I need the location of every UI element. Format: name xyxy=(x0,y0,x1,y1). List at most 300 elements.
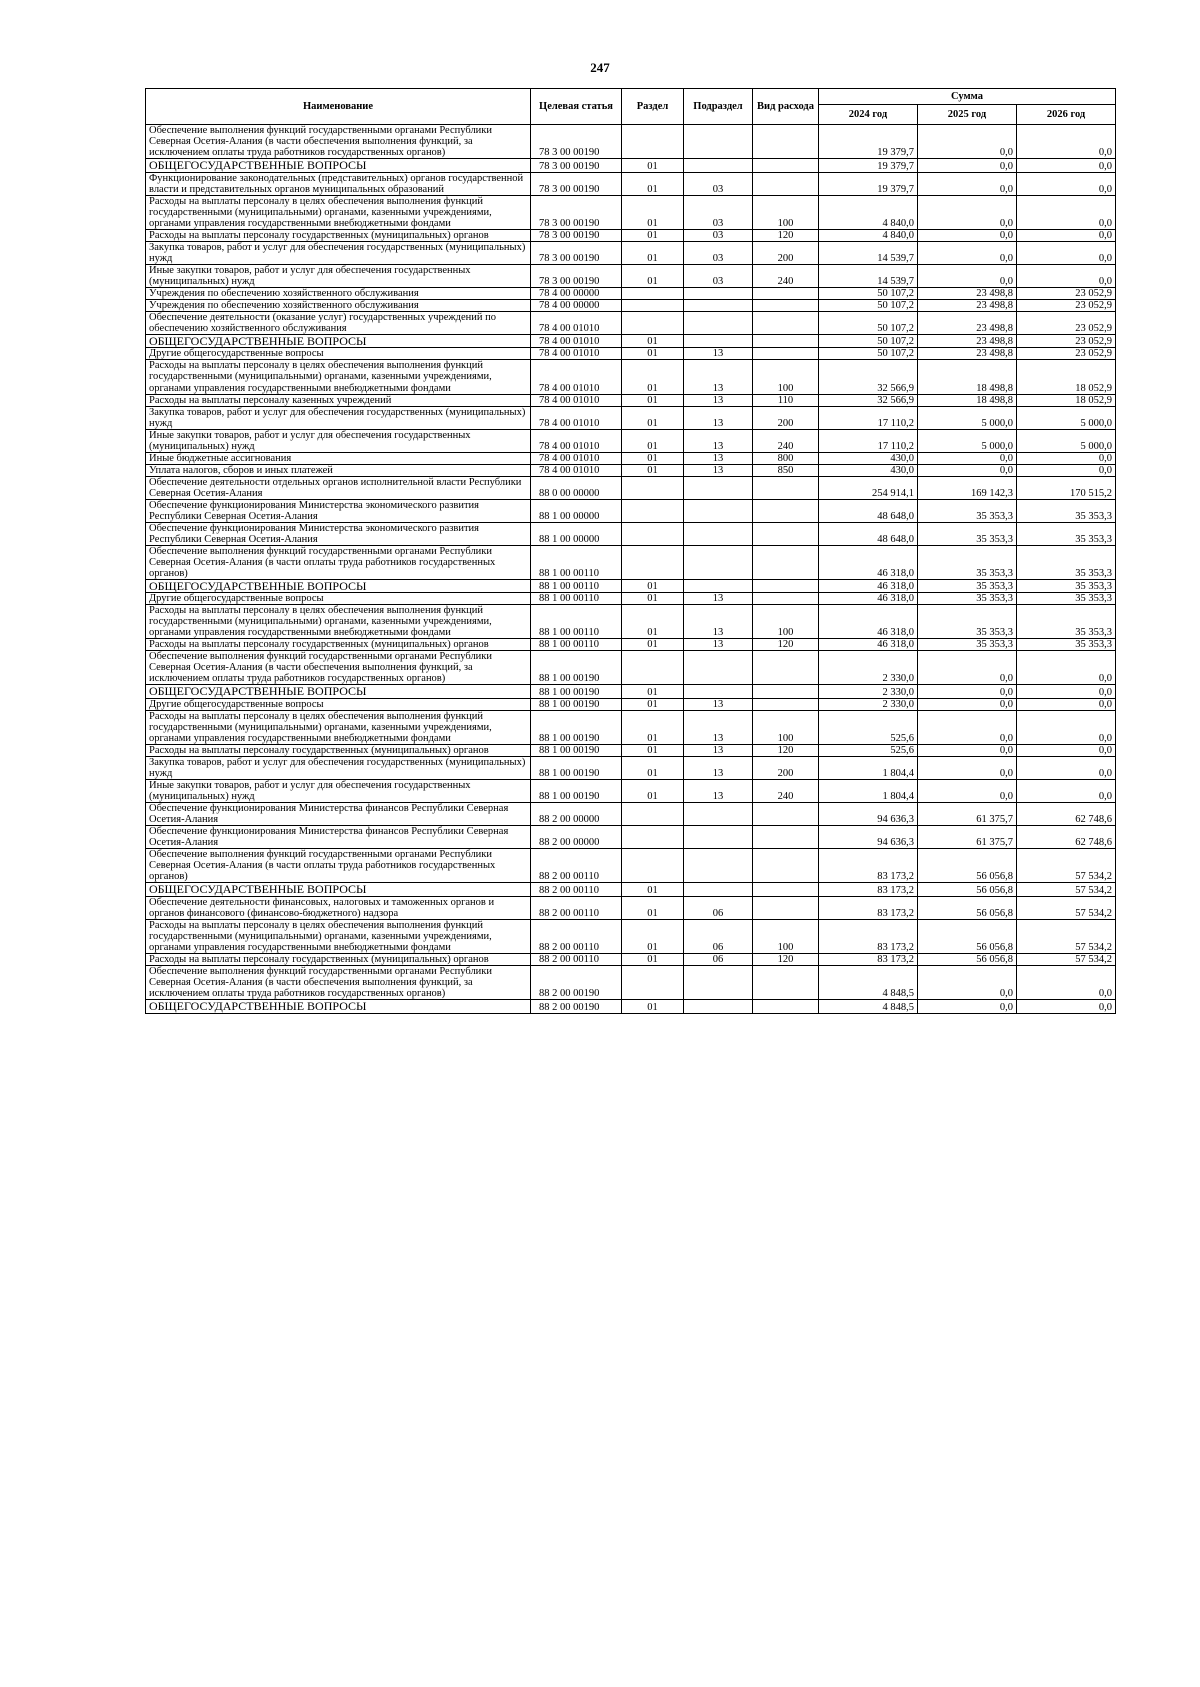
header-sum: Сумма xyxy=(819,89,1116,105)
row-amount-2026: 57 534,2 xyxy=(1017,896,1116,919)
row-amount-2025: 0,0 xyxy=(918,159,1017,173)
row-name: Расходы на выплаты персоналу казенных учреждений xyxy=(146,394,531,406)
row-amount-2025: 23 498,8 xyxy=(918,348,1017,360)
row-subsection xyxy=(684,125,753,159)
row-target-article: 88 1 00 00190 xyxy=(531,711,622,745)
row-subsection: 03 xyxy=(684,241,753,264)
row-target-article: 78 3 00 00190 xyxy=(531,172,622,195)
row-amount-2024: 2 330,0 xyxy=(819,685,918,699)
row-subsection: 13 xyxy=(684,745,753,757)
row-subsection: 13 xyxy=(684,360,753,394)
row-target-article: 88 1 00 00190 xyxy=(531,699,622,711)
row-subsection xyxy=(684,966,753,1000)
page-number: 247 xyxy=(590,60,610,75)
row-amount-2026: 0,0 xyxy=(1017,757,1116,780)
row-amount-2024: 4 840,0 xyxy=(819,229,918,241)
row-amount-2025: 0,0 xyxy=(918,172,1017,195)
row-amount-2025: 61 375,7 xyxy=(918,803,1017,826)
table-row xyxy=(146,195,1116,229)
row-expense-type: 800 xyxy=(753,452,819,464)
row-target-article: 78 3 00 00190 xyxy=(531,125,622,159)
row-target-article: 88 1 00 00000 xyxy=(531,499,622,522)
row-amount-2024: 525,6 xyxy=(819,745,918,757)
row-amount-2024: 50 107,2 xyxy=(819,299,918,311)
row-section: 01 xyxy=(622,579,684,593)
row-expense-type: 850 xyxy=(753,464,819,476)
row-name: Расходы на выплаты персоналу в целях обеспечения выполнения функций государственными (муниципальными) органами, казенными учреждениями, органами управления государственными внебюджетными фондами xyxy=(146,360,531,394)
row-name: Иные закупки товаров, работ и услуг для обеспечения государственных (муниципальных) нужд xyxy=(146,429,531,452)
row-target-article: 88 1 00 00190 xyxy=(531,780,622,803)
row-subsection xyxy=(684,545,753,579)
row-name: ОБЩЕГОСУДАРСТВЕННЫЕ ВОПРОСЫ xyxy=(146,159,531,173)
row-amount-2026: 23 052,9 xyxy=(1017,287,1116,299)
table-row xyxy=(146,966,1116,1000)
row-name: Закупка товаров, работ и услуг для обеспечения государственных (муниципальных) нужд xyxy=(146,406,531,429)
row-expense-type xyxy=(753,334,819,348)
row-amount-2024: 46 318,0 xyxy=(819,639,918,651)
row-amount-2026: 5 000,0 xyxy=(1017,429,1116,452)
row-target-article: 78 4 00 01010 xyxy=(531,452,622,464)
row-amount-2026: 23 052,9 xyxy=(1017,299,1116,311)
row-name: Учреждения по обеспечению хозяйственного обслуживания xyxy=(146,299,531,311)
row-target-article: 78 4 00 01010 xyxy=(531,334,622,348)
row-expense-type: 100 xyxy=(753,195,819,229)
row-amount-2025: 0,0 xyxy=(918,745,1017,757)
row-amount-2024: 83 173,2 xyxy=(819,919,918,953)
row-amount-2025: 35 353,3 xyxy=(918,579,1017,593)
row-name: Иные закупки товаров, работ и услуг для обеспечения государственных (муниципальных) нужд xyxy=(146,780,531,803)
row-expense-type xyxy=(753,579,819,593)
row-name: Обеспечение функционирования Министерства экономического развития Республики Северная Осетия-Алания xyxy=(146,499,531,522)
row-subsection: 13 xyxy=(684,593,753,605)
row-name: ОБЩЕГОСУДАРСТВЕННЫЕ ВОПРОСЫ xyxy=(146,883,531,897)
row-amount-2024: 4 848,5 xyxy=(819,966,918,1000)
table-row xyxy=(146,476,1116,499)
row-expense-type xyxy=(753,826,819,849)
row-amount-2025: 5 000,0 xyxy=(918,429,1017,452)
row-amount-2026: 18 052,9 xyxy=(1017,360,1116,394)
row-target-article: 88 2 00 00110 xyxy=(531,954,622,966)
row-expense-type xyxy=(753,522,819,545)
row-amount-2025: 35 353,3 xyxy=(918,605,1017,639)
row-subsection xyxy=(684,1000,753,1014)
row-target-article: 78 4 00 01010 xyxy=(531,311,622,334)
row-section: 01 xyxy=(622,896,684,919)
table-row xyxy=(146,159,1116,173)
row-section: 01 xyxy=(622,406,684,429)
row-section xyxy=(622,311,684,334)
row-name: Обеспечение выполнения функций государственными органами Республики Северная Осетия-Алания (в части оплаты труда работников государственных органов) xyxy=(146,545,531,579)
table-row xyxy=(146,757,1116,780)
row-amount-2025: 35 353,3 xyxy=(918,522,1017,545)
row-name: Другие общегосударственные вопросы xyxy=(146,593,531,605)
row-amount-2024: 83 173,2 xyxy=(819,954,918,966)
row-target-article: 88 1 00 00110 xyxy=(531,593,622,605)
row-subsection: 13 xyxy=(684,429,753,452)
row-name: Расходы на выплаты персоналу в целях обеспечения выполнения функций государственными (муниципальными) органами, казенными учреждениями, органами управления государственными внебюджетными фондами xyxy=(146,605,531,639)
row-section: 01 xyxy=(622,757,684,780)
row-section xyxy=(622,849,684,883)
row-amount-2025: 61 375,7 xyxy=(918,826,1017,849)
row-amount-2026: 0,0 xyxy=(1017,745,1116,757)
row-amount-2024: 83 173,2 xyxy=(819,883,918,897)
row-section xyxy=(622,803,684,826)
row-amount-2024: 430,0 xyxy=(819,452,918,464)
row-name: Обеспечение деятельности финансовых, налоговых и таможенных органов и органов финансового (финансово-бюджетного) надзора xyxy=(146,896,531,919)
row-target-article: 88 1 00 00110 xyxy=(531,579,622,593)
row-target-article: 78 3 00 00190 xyxy=(531,229,622,241)
row-expense-type xyxy=(753,883,819,897)
row-amount-2026: 170 515,2 xyxy=(1017,476,1116,499)
row-section: 01 xyxy=(622,711,684,745)
row-amount-2026: 0,0 xyxy=(1017,159,1116,173)
row-amount-2024: 94 636,3 xyxy=(819,803,918,826)
table-row xyxy=(146,545,1116,579)
table-row xyxy=(146,699,1116,711)
table-header xyxy=(146,89,1116,125)
table-row xyxy=(146,499,1116,522)
row-amount-2025: 0,0 xyxy=(918,229,1017,241)
row-subsection: 13 xyxy=(684,348,753,360)
table-row xyxy=(146,711,1116,745)
row-amount-2025: 0,0 xyxy=(918,711,1017,745)
row-amount-2024: 17 110,2 xyxy=(819,406,918,429)
row-target-article: 78 3 00 00190 xyxy=(531,241,622,264)
header-year-2026: 2026 год xyxy=(1017,105,1116,125)
row-section: 01 xyxy=(622,699,684,711)
row-amount-2024: 1 804,4 xyxy=(819,757,918,780)
row-amount-2026: 0,0 xyxy=(1017,966,1116,1000)
table-row xyxy=(146,464,1116,476)
header-name: Наименование xyxy=(146,89,531,125)
row-amount-2024: 14 539,7 xyxy=(819,264,918,287)
row-name: ОБЩЕГОСУДАРСТВЕННЫЕ ВОПРОСЫ xyxy=(146,1000,531,1014)
row-subsection: 13 xyxy=(684,639,753,651)
row-section xyxy=(622,287,684,299)
row-target-article: 78 4 00 01010 xyxy=(531,464,622,476)
row-amount-2024: 48 648,0 xyxy=(819,499,918,522)
row-amount-2024: 2 330,0 xyxy=(819,699,918,711)
row-expense-type xyxy=(753,1000,819,1014)
row-expense-type xyxy=(753,966,819,1000)
row-section xyxy=(622,299,684,311)
row-amount-2026: 0,0 xyxy=(1017,685,1116,699)
row-amount-2024: 19 379,7 xyxy=(819,172,918,195)
row-amount-2024: 83 173,2 xyxy=(819,849,918,883)
row-name: Другие общегосударственные вопросы xyxy=(146,348,531,360)
row-expense-type: 100 xyxy=(753,360,819,394)
row-subsection xyxy=(684,579,753,593)
row-amount-2026: 57 534,2 xyxy=(1017,919,1116,953)
row-name: Обеспечение выполнения функций государственными органами Республики Северная Осетия-Алания (в части оплаты труда работников государственных органов) xyxy=(146,849,531,883)
row-section: 01 xyxy=(622,159,684,173)
row-section: 01 xyxy=(622,639,684,651)
row-expense-type xyxy=(753,299,819,311)
row-target-article: 88 1 00 00190 xyxy=(531,745,622,757)
row-target-article: 78 4 00 01010 xyxy=(531,360,622,394)
row-section: 01 xyxy=(622,452,684,464)
row-expense-type: 240 xyxy=(753,429,819,452)
row-subsection: 06 xyxy=(684,896,753,919)
row-section: 01 xyxy=(622,685,684,699)
row-subsection xyxy=(684,499,753,522)
row-target-article: 78 4 00 01010 xyxy=(531,348,622,360)
row-section xyxy=(622,499,684,522)
row-subsection: 13 xyxy=(684,406,753,429)
row-amount-2026: 57 534,2 xyxy=(1017,883,1116,897)
row-name: Другие общегосударственные вопросы xyxy=(146,699,531,711)
row-target-article: 78 3 00 00190 xyxy=(531,159,622,173)
table-row xyxy=(146,264,1116,287)
row-amount-2024: 94 636,3 xyxy=(819,826,918,849)
row-name: ОБЩЕГОСУДАРСТВЕННЫЕ ВОПРОСЫ xyxy=(146,685,531,699)
row-section: 01 xyxy=(622,195,684,229)
row-amount-2026: 35 353,3 xyxy=(1017,499,1116,522)
row-target-article: 88 1 00 00000 xyxy=(531,522,622,545)
row-expense-type: 120 xyxy=(753,954,819,966)
table-row xyxy=(146,919,1116,953)
row-subsection xyxy=(684,803,753,826)
row-subsection: 13 xyxy=(684,464,753,476)
row-amount-2026: 62 748,6 xyxy=(1017,803,1116,826)
row-expense-type xyxy=(753,125,819,159)
row-amount-2026: 0,0 xyxy=(1017,780,1116,803)
row-subsection: 13 xyxy=(684,394,753,406)
table-row xyxy=(146,429,1116,452)
table-row xyxy=(146,287,1116,299)
row-expense-type: 120 xyxy=(753,745,819,757)
row-amount-2025: 0,0 xyxy=(918,757,1017,780)
header-year-2024: 2024 год xyxy=(819,105,918,125)
header-year-2025: 2025 год xyxy=(918,105,1017,125)
row-amount-2024: 1 804,4 xyxy=(819,780,918,803)
row-amount-2024: 254 914,1 xyxy=(819,476,918,499)
row-amount-2024: 430,0 xyxy=(819,464,918,476)
row-name: Расходы на выплаты персоналу государственных (муниципальных) органов xyxy=(146,745,531,757)
table-row xyxy=(146,849,1116,883)
row-subsection: 13 xyxy=(684,711,753,745)
row-section: 01 xyxy=(622,605,684,639)
row-section xyxy=(622,125,684,159)
row-section xyxy=(622,545,684,579)
row-amount-2024: 4 848,5 xyxy=(819,1000,918,1014)
table-row xyxy=(146,229,1116,241)
row-name: Расходы на выплаты персоналу в целях обеспечения выполнения функций государственными (муниципальными) органами, казенными учреждениями, органами управления государственными внебюджетными фондами xyxy=(146,711,531,745)
row-section: 01 xyxy=(622,464,684,476)
row-amount-2025: 0,0 xyxy=(918,651,1017,685)
row-amount-2026: 0,0 xyxy=(1017,711,1116,745)
row-amount-2025: 0,0 xyxy=(918,241,1017,264)
row-expense-type xyxy=(753,311,819,334)
row-expense-type xyxy=(753,896,819,919)
row-section: 01 xyxy=(622,1000,684,1014)
row-section: 01 xyxy=(622,593,684,605)
row-name: Закупка товаров, работ и услуг для обеспечения государственных (муниципальных) нужд xyxy=(146,241,531,264)
row-amount-2025: 0,0 xyxy=(918,699,1017,711)
row-expense-type xyxy=(753,803,819,826)
row-expense-type xyxy=(753,476,819,499)
row-target-article: 78 4 00 00000 xyxy=(531,287,622,299)
row-amount-2026: 0,0 xyxy=(1017,125,1116,159)
row-amount-2025: 0,0 xyxy=(918,452,1017,464)
row-name: Обеспечение функционирования Министерства экономического развития Республики Северная Осетия-Алания xyxy=(146,522,531,545)
row-amount-2024: 32 566,9 xyxy=(819,394,918,406)
table-row xyxy=(146,685,1116,699)
row-target-article: 88 2 00 00000 xyxy=(531,826,622,849)
row-name: Уплата налогов, сборов и иных платежей xyxy=(146,464,531,476)
row-section xyxy=(622,826,684,849)
row-amount-2026: 5 000,0 xyxy=(1017,406,1116,429)
row-subsection: 03 xyxy=(684,229,753,241)
row-section: 01 xyxy=(622,172,684,195)
row-subsection xyxy=(684,522,753,545)
row-amount-2024: 50 107,2 xyxy=(819,311,918,334)
table-row xyxy=(146,360,1116,394)
row-amount-2024: 17 110,2 xyxy=(819,429,918,452)
header-target-article: Целевая статья xyxy=(531,89,622,125)
row-section: 01 xyxy=(622,780,684,803)
row-amount-2026: 0,0 xyxy=(1017,241,1116,264)
row-subsection xyxy=(684,287,753,299)
row-target-article: 88 2 00 00110 xyxy=(531,919,622,953)
row-expense-type xyxy=(753,287,819,299)
row-expense-type xyxy=(753,699,819,711)
row-expense-type: 110 xyxy=(753,394,819,406)
row-amount-2026: 35 353,3 xyxy=(1017,605,1116,639)
row-section: 01 xyxy=(622,360,684,394)
row-amount-2025: 0,0 xyxy=(918,1000,1017,1014)
row-expense-type: 240 xyxy=(753,264,819,287)
row-amount-2025: 56 056,8 xyxy=(918,919,1017,953)
row-target-article: 78 3 00 00190 xyxy=(531,195,622,229)
row-subsection xyxy=(684,651,753,685)
row-name: Иные закупки товаров, работ и услуг для обеспечения государственных (муниципальных) нужд xyxy=(146,264,531,287)
row-amount-2026: 0,0 xyxy=(1017,452,1116,464)
row-target-article: 88 1 00 00190 xyxy=(531,651,622,685)
table-row xyxy=(146,406,1116,429)
row-name: Обеспечение выполнения функций государственными органами Республики Северная Осетия-Алания (в части обеспечения выполнения функций, за исключением оплаты труда работников государственных органов) xyxy=(146,651,531,685)
row-target-article: 78 3 00 00190 xyxy=(531,264,622,287)
table-row xyxy=(146,522,1116,545)
row-subsection xyxy=(684,476,753,499)
row-section xyxy=(622,651,684,685)
table-row xyxy=(146,299,1116,311)
row-target-article: 88 2 00 00110 xyxy=(531,849,622,883)
row-expense-type: 100 xyxy=(753,711,819,745)
row-target-article: 88 1 00 00190 xyxy=(531,685,622,699)
row-amount-2026: 35 353,3 xyxy=(1017,522,1116,545)
table-row xyxy=(146,605,1116,639)
row-section: 01 xyxy=(622,348,684,360)
row-subsection xyxy=(684,159,753,173)
table-row xyxy=(146,394,1116,406)
row-target-article: 88 1 00 00110 xyxy=(531,545,622,579)
row-amount-2026: 23 052,9 xyxy=(1017,334,1116,348)
row-section xyxy=(622,476,684,499)
row-amount-2024: 50 107,2 xyxy=(819,334,918,348)
row-amount-2024: 46 318,0 xyxy=(819,593,918,605)
row-target-article: 78 4 00 01010 xyxy=(531,394,622,406)
row-amount-2026: 23 052,9 xyxy=(1017,348,1116,360)
table-row xyxy=(146,125,1116,159)
row-subsection: 13 xyxy=(684,699,753,711)
row-target-article: 88 2 00 00190 xyxy=(531,1000,622,1014)
row-subsection xyxy=(684,883,753,897)
row-amount-2025: 0,0 xyxy=(918,966,1017,1000)
row-name: Обеспечение выполнения функций государственными органами Республики Северная Осетия-Алания (в части обеспечения выполнения функций, за исключением оплаты труда работников государственных органов) xyxy=(146,966,531,1000)
row-amount-2026: 18 052,9 xyxy=(1017,394,1116,406)
table-row xyxy=(146,883,1116,897)
row-name: Расходы на выплаты персоналу государственных (муниципальных) органов xyxy=(146,229,531,241)
row-amount-2025: 56 056,8 xyxy=(918,883,1017,897)
table-row xyxy=(146,172,1116,195)
row-name: Иные бюджетные ассигнования xyxy=(146,452,531,464)
row-amount-2026: 0,0 xyxy=(1017,264,1116,287)
row-target-article: 88 1 00 00110 xyxy=(531,605,622,639)
row-name: Расходы на выплаты персоналу в целях обеспечения выполнения функций государственными (муниципальными) органами, казенными учреждениями, органами управления государственными внебюджетными фондами xyxy=(146,195,531,229)
row-amount-2025: 0,0 xyxy=(918,685,1017,699)
row-amount-2025: 56 056,8 xyxy=(918,849,1017,883)
row-section: 01 xyxy=(622,429,684,452)
row-section: 01 xyxy=(622,229,684,241)
row-amount-2024: 14 539,7 xyxy=(819,241,918,264)
row-amount-2026: 35 353,3 xyxy=(1017,593,1116,605)
row-target-article: 78 4 00 01010 xyxy=(531,406,622,429)
header-section: Раздел xyxy=(622,89,684,125)
row-subsection xyxy=(684,826,753,849)
budget-table xyxy=(145,88,1116,1014)
row-amount-2025: 35 353,3 xyxy=(918,639,1017,651)
row-amount-2026: 0,0 xyxy=(1017,229,1116,241)
row-amount-2025: 35 353,3 xyxy=(918,545,1017,579)
row-subsection xyxy=(684,311,753,334)
table-row xyxy=(146,780,1116,803)
table-body xyxy=(146,125,1116,1014)
row-target-article: 88 2 00 00000 xyxy=(531,803,622,826)
table-row xyxy=(146,803,1116,826)
row-amount-2026: 62 748,6 xyxy=(1017,826,1116,849)
row-section: 01 xyxy=(622,394,684,406)
row-subsection: 03 xyxy=(684,172,753,195)
row-section: 01 xyxy=(622,919,684,953)
row-amount-2026: 35 353,3 xyxy=(1017,545,1116,579)
row-amount-2024: 50 107,2 xyxy=(819,348,918,360)
row-amount-2025: 0,0 xyxy=(918,125,1017,159)
row-amount-2024: 2 330,0 xyxy=(819,651,918,685)
table-row xyxy=(146,826,1116,849)
row-name: Обеспечение деятельности (оказание услуг) государственных учреждений по обеспечению хозяйственного обслуживания xyxy=(146,311,531,334)
row-amount-2025: 23 498,8 xyxy=(918,311,1017,334)
row-subsection: 13 xyxy=(684,780,753,803)
row-section: 01 xyxy=(622,883,684,897)
row-expense-type xyxy=(753,593,819,605)
table-row xyxy=(146,896,1116,919)
table-row xyxy=(146,1000,1116,1014)
row-name: ОБЩЕГОСУДАРСТВЕННЫЕ ВОПРОСЫ xyxy=(146,579,531,593)
row-name: Закупка товаров, работ и услуг для обеспечения государственных (муниципальных) нужд xyxy=(146,757,531,780)
row-subsection: 13 xyxy=(684,757,753,780)
row-target-article: 88 1 00 00190 xyxy=(531,757,622,780)
row-amount-2026: 0,0 xyxy=(1017,464,1116,476)
row-expense-type: 100 xyxy=(753,605,819,639)
row-target-article: 88 0 00 00000 xyxy=(531,476,622,499)
table-row xyxy=(146,651,1116,685)
row-target-article: 88 1 00 00110 xyxy=(531,639,622,651)
row-subsection: 06 xyxy=(684,954,753,966)
row-expense-type: 240 xyxy=(753,780,819,803)
row-amount-2024: 19 379,7 xyxy=(819,159,918,173)
row-target-article: 88 2 00 00110 xyxy=(531,896,622,919)
